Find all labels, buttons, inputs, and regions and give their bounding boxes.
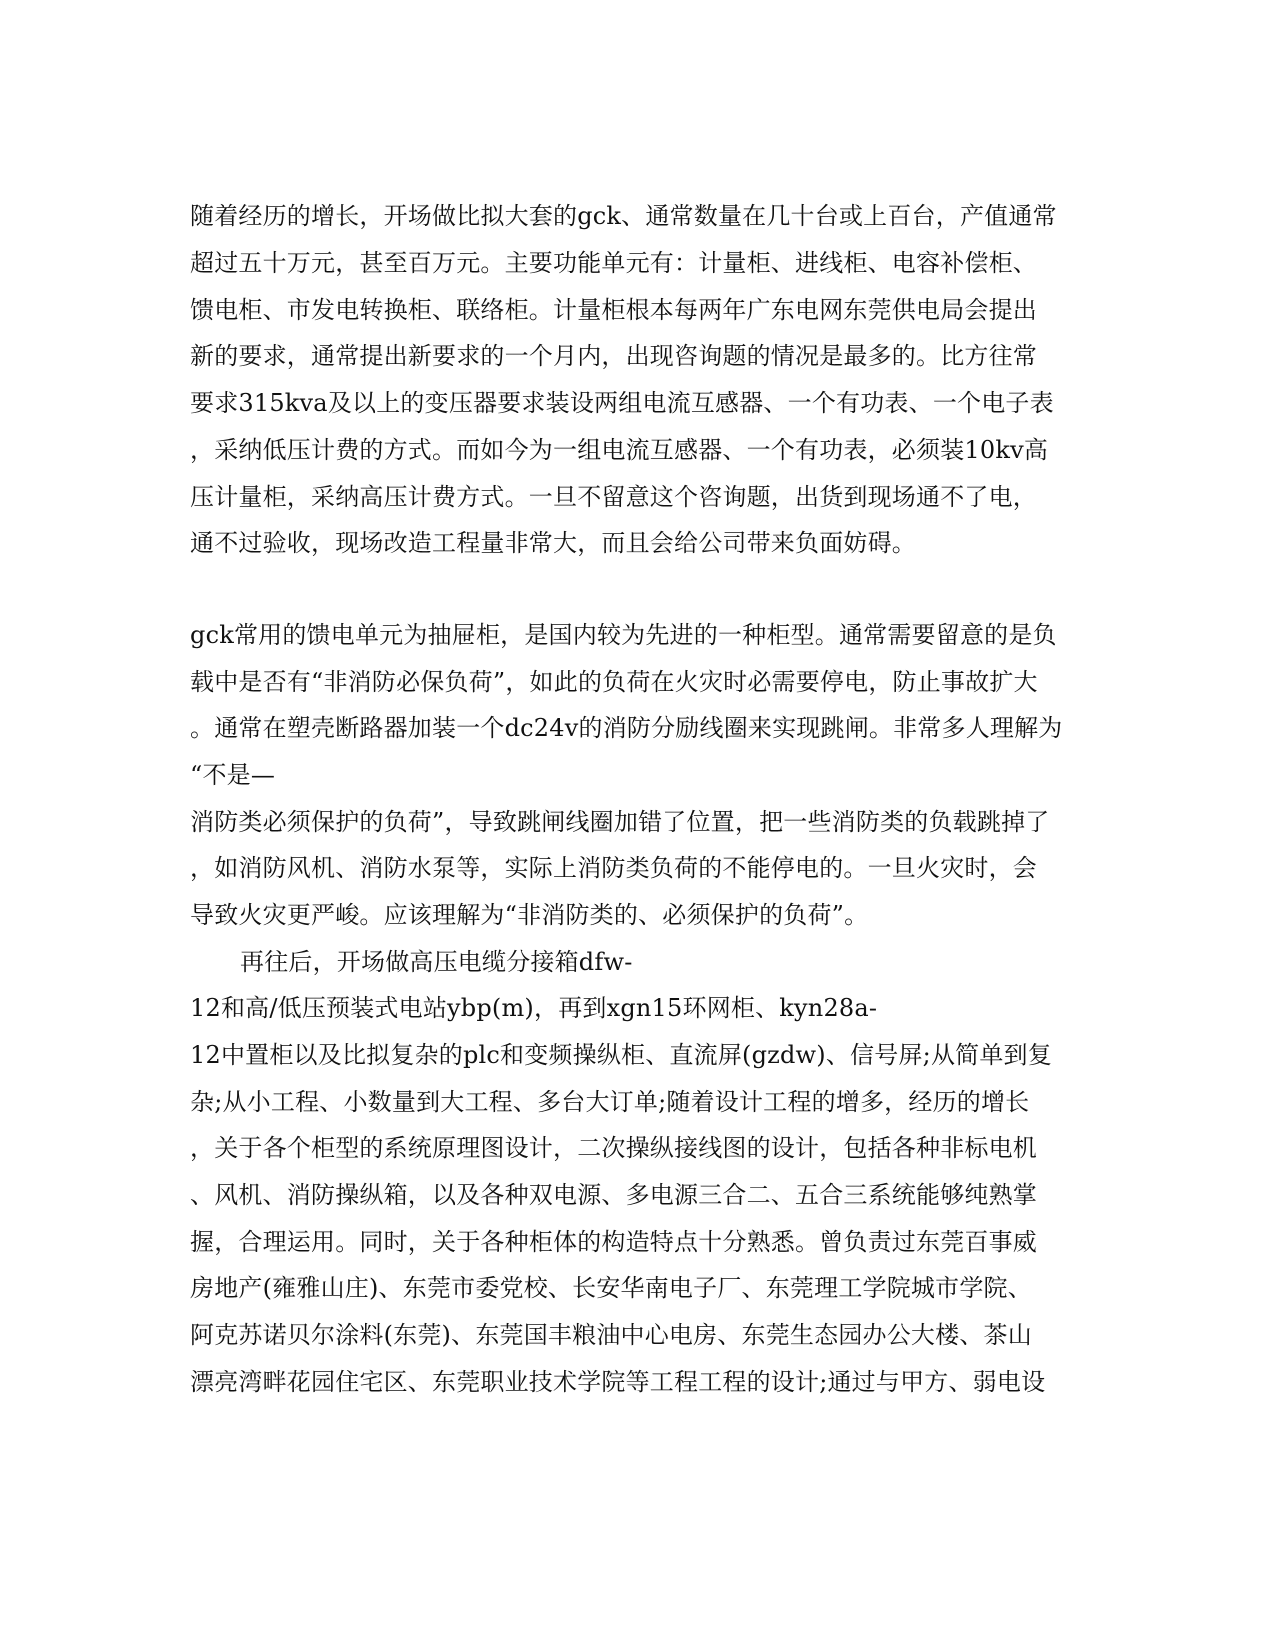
paragraph-1-line-3: 馈电柜、市发电转换柜、联络柜。计量柜根本每两年广东电网东莞供电局会提出 bbox=[190, 296, 1037, 324]
paragraph-3-line-6: 、风机、消防操纵箱，以及各种双电源、多电源三合二、五合三系统能够纯熟掌 bbox=[190, 1181, 1037, 1209]
paragraph-2-line-7: 导致火灾更严峻。应该理解为“非消防类的、必须保护的负荷”。 bbox=[190, 901, 869, 929]
paragraph-2-line-1: gck常用的馈电单元为抽屉柜，是国内较为先进的一种柜型。通常需要留意的是负 bbox=[190, 621, 1057, 649]
paragraph-3-line-3: 12中置柜以及比拟复杂的plc和变频操纵柜、直流屏(gzdw)、信号屏;从简单到复 bbox=[190, 1041, 1052, 1069]
paragraph-2-line-6: ，如消防风机、消防水泵等，实际上消防类负荷的不能停电的。一旦火灾时，会 bbox=[190, 854, 1037, 882]
paragraph-1-line-7: 压计量柜，采纳高压计费方式。一旦不留意这个咨询题，出货到现场通不了电， bbox=[190, 483, 1037, 511]
paragraph-3-line-4: 杂;从小工程、小数量到大工程、多台大订单;随着设计工程的增多，经历的增长 bbox=[190, 1088, 1030, 1116]
paragraph-1-line-6: ，采纳低压计费的方式。而如今为一组电流互感器、一个有功表，必须装10kv高 bbox=[190, 436, 1049, 464]
paragraph-1-line-1: 随着经历的增长，开场做比拟大套的gck、通常数量在几十台或上百台，产值通常 bbox=[190, 202, 1057, 230]
paragraph-3-line-2: 12和高/低压预装式电站ybp(m)，再到xgn15环网柜、kyn28a- bbox=[190, 994, 878, 1022]
paragraph-2-line-3: 。通常在塑壳断路器加装一个dc24v的消防分励线圈来实现跳闸。非常多人理解为 bbox=[190, 714, 1063, 742]
paragraph-1-line-2: 超过五十万元，甚至百万元。主要功能单元有：计量柜、进线柜、电容补偿柜、 bbox=[190, 249, 1037, 277]
paragraph-3-line-8: 房地产(雍雅山庄)、东莞市委党校、长安华南电子厂、东莞理工学院城市学院、 bbox=[190, 1274, 1032, 1302]
paragraph-3-line-1: 再往后，开场做高压电缆分接箱dfw- bbox=[240, 948, 633, 976]
paragraph-3-line-9: 阿克苏诺贝尔涂料(东莞)、东莞国丰粮油中心电房、东莞生态园办公大楼、茶山 bbox=[190, 1321, 1032, 1349]
paragraph-3-line-7: 握，合理运用。同时，关于各种柜体的构造特点十分熟悉。曾负责过东莞百事威 bbox=[190, 1228, 1037, 1256]
paragraph-3-line-5: ，关于各个柜型的系统原理图设计，二次操纵接线图的设计，包括各种非标电机 bbox=[190, 1134, 1037, 1162]
paragraph-1-line-5: 要求315kva及以上的变压器要求装设两组电流互感器、一个有功表、一个电子表 bbox=[190, 389, 1054, 417]
paragraph-2-line-2: 载中是否有“非消防必保负荷”，如此的负荷在火灾时必需要停电，防止事故扩大 bbox=[190, 668, 1038, 696]
paragraph-2-line-5: 消防类必须保护的负荷”，导致跳闸线圈加错了位置，把一些消防类的负载跳掉了 bbox=[190, 808, 1050, 836]
paragraph-3-line-10: 漂亮湾畔花园住宅区、东莞职业技术学院等工程工程的设计;通过与甲方、弱电设 bbox=[190, 1368, 1046, 1396]
paragraph-1-line-8: 通不过验收，现场改造工程量非常大，而且会给公司带来负面妨碍。 bbox=[190, 529, 916, 557]
paragraph-2-line-4: “不是— bbox=[190, 761, 276, 789]
paragraph-1-line-4: 新的要求，通常提出新要求的一个月内，出现咨询题的情况是最多的。比方往常 bbox=[190, 342, 1037, 370]
